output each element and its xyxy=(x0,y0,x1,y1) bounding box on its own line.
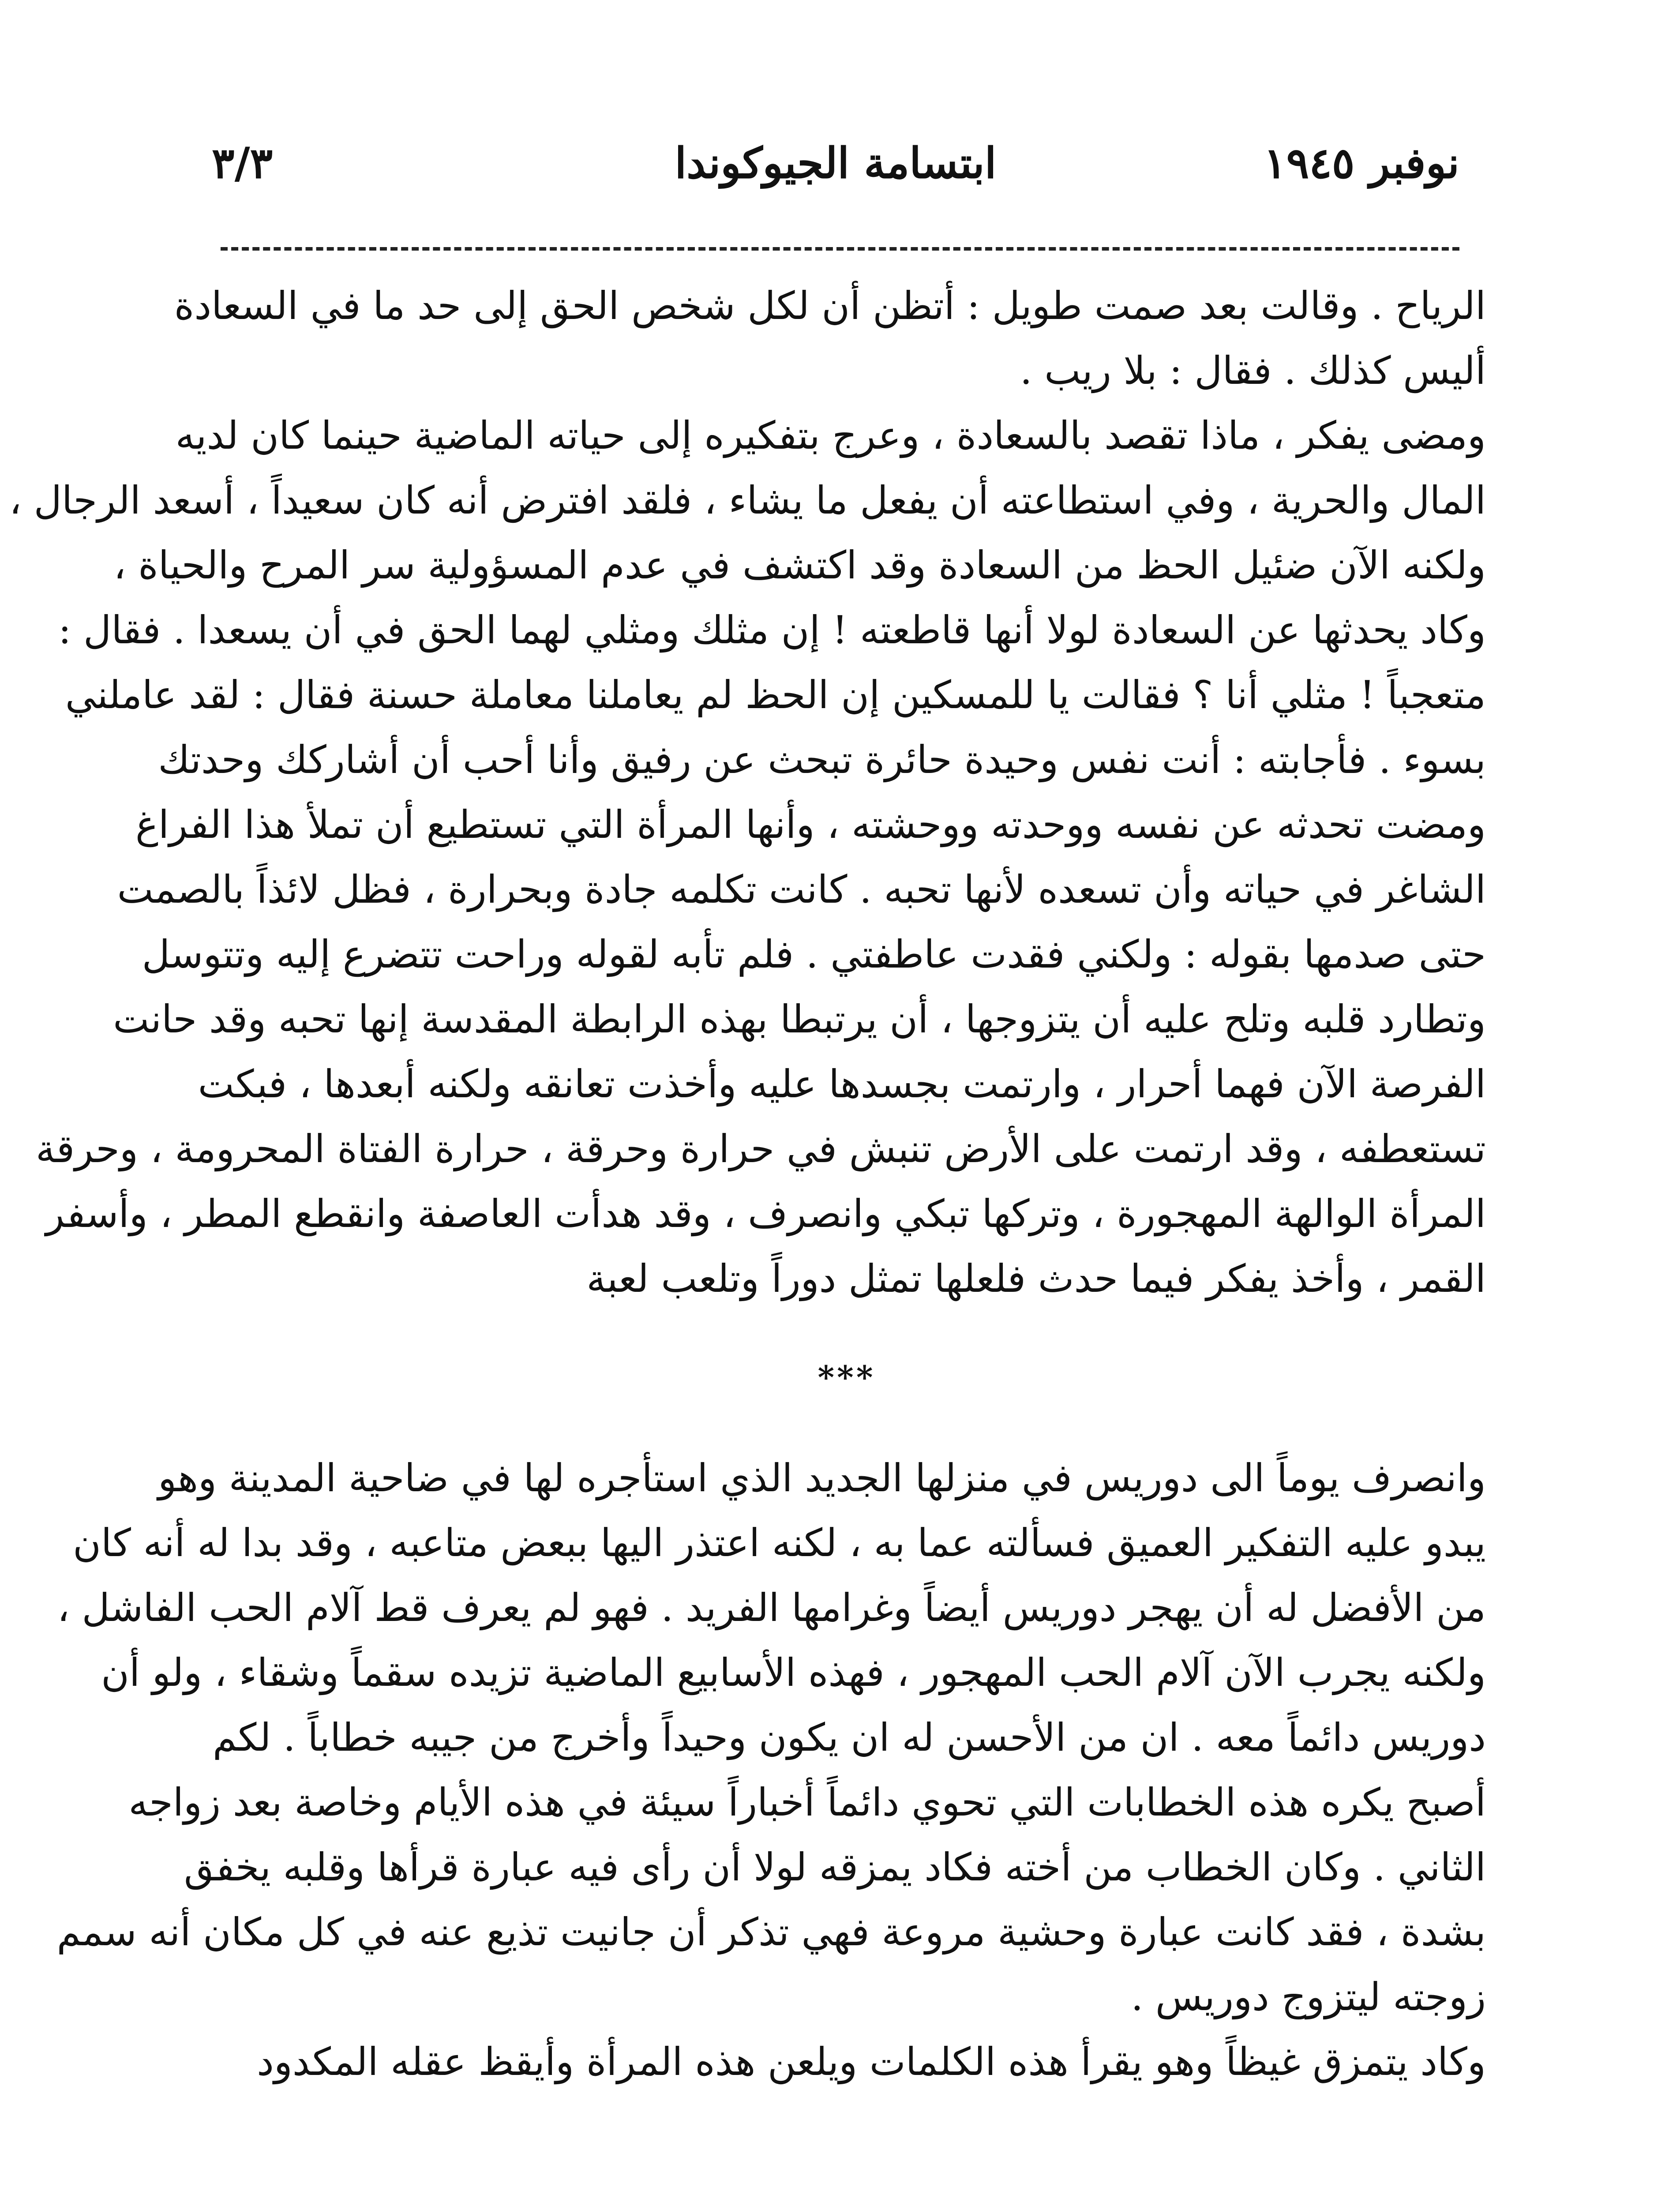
text-line: الشاغر في حياته وأن تسعده لأنها تحبه . كانت تكلمه جادة وبحرارة ، فظل لائذاً بالصمت xyxy=(117,867,1486,912)
text-line: المال والحرية ، وفي استطاعته أن يفعل ما يشاء ، فلقد افترض أنه كان سعيداً ، أسعد الرجال ، xyxy=(9,478,1486,523)
text-line: حتى صدمها بقوله : ولكني فقدت عاطفتي . فلم تأبه لقوله وراحت تتضرع إليه وتتوسل xyxy=(142,932,1486,977)
text-line: ومضى يفكر ، ماذا تقصد بالسعادة ، وعرج بتفكيره إلى حياته الماضية حينما كان لديه xyxy=(175,413,1486,458)
paragraph xyxy=(9,403,1486,1311)
header-title: ابتسامة الجيوكوندا xyxy=(675,138,997,188)
text-line: من الأفضل له أن يهجر دوريس أيضاً وغرامها الفريد . فهو لم يعرف قط آلام الحب الفاشل ، xyxy=(57,1585,1486,1630)
text-line: بسوء . فأجابته : أنت نفس وحيدة حائرة تبحث عن رفيق وأنا أحب أن أشاركك وحدتك xyxy=(158,737,1486,782)
page-header xyxy=(212,132,1459,221)
header-page-number: ٣/٣ xyxy=(212,138,273,188)
paragraph xyxy=(174,274,1486,403)
text-line: الثاني . وكان الخطاب من أخته فكاد يمزقه لولا أن رأى فيه عبارة قرأها وقلبه يخفق xyxy=(184,1845,1486,1890)
text-line: وكاد يتمزق غيظاً وهو يقرأ هذه الكلمات ويلعن هذه المرأة وأيقظ عقله المكدود xyxy=(257,2039,1486,2084)
text-line: المرأة الوالهة المهجورة ، وتركها تبكي وانصرف ، وقد هدأت العاصفة وانقطع المطر ، وأسفر xyxy=(45,1191,1486,1236)
section-separator: *** xyxy=(818,1358,876,1396)
text-line: زوجته ليتزوج دوريس . xyxy=(1131,1974,1486,2019)
text-line: بشدة ، فقد كانت عبارة وحشية مروعة فهي تذكر أن جانيت تذيع عنه في كل مكان أنه سمم xyxy=(56,1910,1486,1955)
text-line: وانصرف يوماً الى دوريس في منزلها الجديد الذي استأجره لها في ضاحية المدينة وهو xyxy=(158,1456,1486,1501)
text-line: ولكنه يجرب الآن آلام الحب المهجور ، فهذه الأسابيع الماضية تزيده سقماً وشقاء ، ولو أن xyxy=(101,1650,1486,1695)
text-line: وكاد يحدثها عن السعادة لولا أنها قاطعته ! إن مثلك ومثلي لهما الحق في أن يسعدا . فقال : xyxy=(58,608,1486,653)
text-line: دوريس دائماً معه . ان من الأحسن له ان يكون وحيداً وأخرج من جيبه خطاباً . لكم xyxy=(212,1715,1486,1760)
text-line: ومضت تحدثه عن نفسه ووحدته ووحشته ، وأنها المرأة التي تستطيع أن تملأ هذا الفراغ xyxy=(135,802,1486,847)
text-line: تستعطفه ، وقد ارتمت على الأرض تنبش في حرارة وحرقة ، حرارة الفتاة المحرومة ، وحرقة xyxy=(35,1126,1486,1171)
text-line: وتطارد قلبه وتلح عليه أن يتزوجها ، أن يرتبطا بهذه الرابطة المقدسة إنها تحبه وقد حانت xyxy=(113,997,1486,1042)
text-line: القمر ، وأخذ يفكر فيما حدث فلعلها تمثل دوراً وتلعب لعبة xyxy=(586,1256,1486,1301)
section-2 xyxy=(56,1446,1486,2094)
paragraph xyxy=(56,1446,1486,2030)
text-line: أليس كذلك . فقال : بلا ريب . xyxy=(1020,348,1486,393)
text-line: أصبح يكره هذه الخطابات التي تحوي دائماً أخباراً سيئة في هذه الأيام وخاصة بعد زواجه xyxy=(128,1780,1486,1825)
text-line: متعجباً ! مثلي أنا ؟ فقالت يا للمسكين إن الحظ لم يعاملنا معاملة حسنة فقال : لقد عاملني xyxy=(65,672,1486,717)
header-date: نوفبر ١٩٤٥ xyxy=(1264,138,1459,188)
paragraph xyxy=(207,2030,1486,2094)
text-line: ولكنه الآن ضئيل الحظ من السعادة وقد اكتشف في عدم المسؤولية سر المرح والحياة ، xyxy=(113,543,1486,588)
section-1 xyxy=(9,274,1486,1311)
header-divider xyxy=(221,247,1459,251)
text-line: يبدو عليه التفكير العميق فسألته عما به ، لكنه اعتذر اليها ببعض متاعبه ، وقد بدا له أنه كان xyxy=(73,1520,1486,1565)
text-line: الفرصة الآن فهما أحرار ، وارتمت بجسدها عليه وأخذت تعانقه ولكنه أبعدها ، فبكت xyxy=(198,1062,1486,1107)
body-text xyxy=(9,274,1486,2094)
text-line: الرياح . وقالت بعد صمت طويل : أتظن أن لكل شخص الحق إلى حد ما في السعادة xyxy=(174,283,1486,328)
